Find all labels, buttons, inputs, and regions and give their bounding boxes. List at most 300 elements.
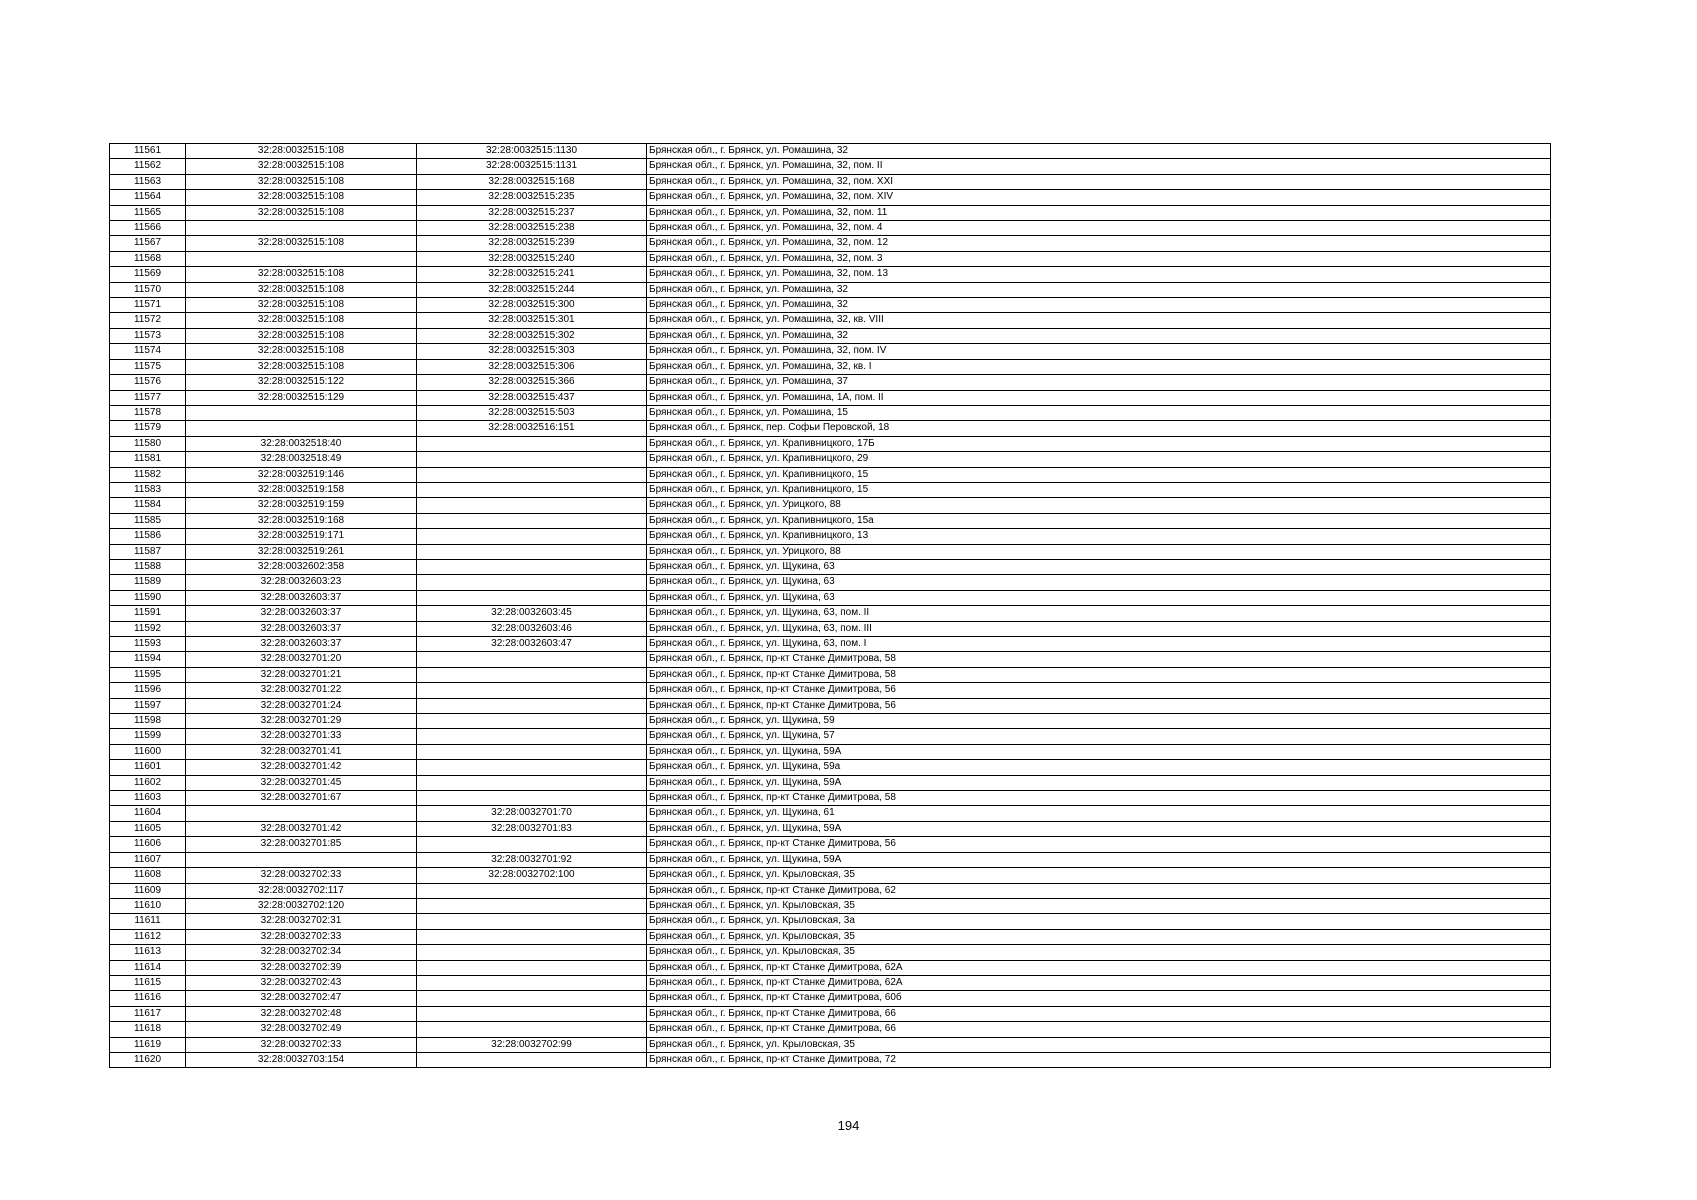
- table-row: [110, 1006, 1551, 1021]
- table-row: [110, 883, 1551, 898]
- row-number-cell: 11578: [110, 405, 186, 420]
- address-cell: Брянская обл., г. Брянск, пр-кт Станке Димитрова, 66: [647, 1006, 1551, 1021]
- address-cell: Брянская обл., г. Брянск, ул. Крапивницкого, 13: [647, 529, 1551, 544]
- row-number-cell: 11597: [110, 698, 186, 713]
- land-parcel-cell: 32:28:0032515:108: [186, 190, 417, 205]
- object-number-cell: [417, 960, 647, 975]
- address-cell: Брянская обл., г. Брянск, ул. Щукина, 63, пом. II: [647, 606, 1551, 621]
- object-number-cell: 32:28:0032702:100: [417, 868, 647, 883]
- table-row: [110, 806, 1551, 821]
- table-row: [110, 1037, 1551, 1052]
- object-number-cell: [417, 898, 647, 913]
- register-table: [109, 143, 1551, 1068]
- table-row: [110, 144, 1551, 159]
- row-number-cell: 11612: [110, 929, 186, 944]
- table-row: [110, 991, 1551, 1006]
- land-parcel-cell: 32:28:0032701:21: [186, 667, 417, 682]
- object-number-cell: [417, 544, 647, 559]
- object-number-cell: 32:28:0032515:366: [417, 375, 647, 390]
- land-parcel-cell: 32:28:0032515:108: [186, 159, 417, 174]
- table-row: [110, 714, 1551, 729]
- row-number-cell: 11589: [110, 575, 186, 590]
- table-row: [110, 559, 1551, 574]
- address-cell: Брянская обл., г. Брянск, ул. Ромашина, 32, пом. IV: [647, 344, 1551, 359]
- row-number-cell: 11590: [110, 590, 186, 605]
- table-row: [110, 837, 1551, 852]
- land-parcel-cell: 32:28:0032518:49: [186, 452, 417, 467]
- object-number-cell: [417, 837, 647, 852]
- table-row: [110, 359, 1551, 374]
- object-number-cell: 32:28:0032515:301: [417, 313, 647, 328]
- land-parcel-cell: 32:28:0032701:85: [186, 837, 417, 852]
- address-cell: Брянская обл., г. Брянск, ул. Щукина, 63: [647, 559, 1551, 574]
- address-cell: Брянская обл., г. Брянск, ул. Ромашина, 32, пом. II: [647, 159, 1551, 174]
- object-number-cell: 32:28:0032702:99: [417, 1037, 647, 1052]
- row-number-cell: 11616: [110, 991, 186, 1006]
- land-parcel-cell: 32:28:0032603:37: [186, 606, 417, 621]
- address-cell: Брянская обл., г. Брянск, ул. Ромашина, 32: [647, 282, 1551, 297]
- row-number-cell: 11587: [110, 544, 186, 559]
- land-parcel-cell: 32:28:0032701:41: [186, 744, 417, 759]
- table-row: [110, 251, 1551, 266]
- table-row: [110, 760, 1551, 775]
- land-parcel-cell: 32:28:0032702:33: [186, 868, 417, 883]
- row-number-cell: 11619: [110, 1037, 186, 1052]
- address-cell: Брянская обл., г. Брянск, пер. Софьи Перовской, 18: [647, 421, 1551, 436]
- address-cell: Брянская обл., г. Брянск, ул. Щукина, 59а: [647, 760, 1551, 775]
- object-number-cell: [417, 714, 647, 729]
- row-number-cell: 11613: [110, 945, 186, 960]
- row-number-cell: 11564: [110, 190, 186, 205]
- address-cell: Брянская обл., г. Брянск, ул. Щукина, 59А: [647, 744, 1551, 759]
- table-row: [110, 344, 1551, 359]
- object-number-cell: 32:28:0032515:238: [417, 221, 647, 236]
- object-number-cell: [417, 929, 647, 944]
- land-parcel-cell: 32:28:0032515:129: [186, 390, 417, 405]
- row-number-cell: 11617: [110, 1006, 186, 1021]
- land-parcel-cell: 32:28:0032702:117: [186, 883, 417, 898]
- row-number-cell: 11582: [110, 467, 186, 482]
- address-cell: Брянская обл., г. Брянск, ул. Крапивницкого, 17Б: [647, 436, 1551, 451]
- land-parcel-cell: 32:28:0032519:146: [186, 467, 417, 482]
- land-parcel-cell: 32:28:0032702:43: [186, 975, 417, 990]
- land-parcel-cell: 32:28:0032701:45: [186, 775, 417, 790]
- row-number-cell: 11571: [110, 298, 186, 313]
- address-cell: Брянская обл., г. Брянск, ул. Ромашина, 32, кв. VIII: [647, 313, 1551, 328]
- land-parcel-cell: 32:28:0032515:108: [186, 236, 417, 251]
- row-number-cell: 11572: [110, 313, 186, 328]
- row-number-cell: 11618: [110, 1022, 186, 1037]
- object-number-cell: [417, 667, 647, 682]
- row-number-cell: 11607: [110, 852, 186, 867]
- land-parcel-cell: 32:28:0032702:49: [186, 1022, 417, 1037]
- table-row: [110, 405, 1551, 420]
- table-row: [110, 821, 1551, 836]
- object-number-cell: 32:28:0032515:302: [417, 328, 647, 343]
- land-parcel-cell: 32:28:0032702:120: [186, 898, 417, 913]
- register-body: [110, 144, 1551, 1068]
- land-parcel-cell: [186, 852, 417, 867]
- object-number-cell: 32:28:0032515:240: [417, 251, 647, 266]
- object-number-cell: 32:28:0032515:237: [417, 205, 647, 220]
- object-number-cell: 32:28:0032603:46: [417, 621, 647, 636]
- object-number-cell: [417, 883, 647, 898]
- land-parcel-cell: [186, 421, 417, 436]
- object-number-cell: 32:28:0032515:306: [417, 359, 647, 374]
- table-row: [110, 945, 1551, 960]
- table-row: [110, 1022, 1551, 1037]
- object-number-cell: 32:28:0032515:1130: [417, 144, 647, 159]
- land-parcel-cell: 32:28:0032603:23: [186, 575, 417, 590]
- table-row: [110, 236, 1551, 251]
- land-parcel-cell: 32:28:0032701:33: [186, 729, 417, 744]
- table-row: [110, 498, 1551, 513]
- table-row: [110, 174, 1551, 189]
- address-cell: Брянская обл., г. Брянск, пр-кт Станке Димитрова, 56: [647, 683, 1551, 698]
- object-number-cell: [417, 498, 647, 513]
- address-cell: Брянская обл., г. Брянск, ул. Щукина, 63, пом. III: [647, 621, 1551, 636]
- object-number-cell: [417, 791, 647, 806]
- address-cell: Брянская обл., г. Брянск, ул. Крапивницкого, 15: [647, 482, 1551, 497]
- object-number-cell: 32:28:0032701:70: [417, 806, 647, 821]
- land-parcel-cell: 32:28:0032519:168: [186, 513, 417, 528]
- land-parcel-cell: 32:28:0032519:261: [186, 544, 417, 559]
- row-number-cell: 11606: [110, 837, 186, 852]
- land-parcel-cell: 32:28:0032515:108: [186, 205, 417, 220]
- row-number-cell: 11585: [110, 513, 186, 528]
- row-number-cell: 11591: [110, 606, 186, 621]
- row-number-cell: 11568: [110, 251, 186, 266]
- row-number-cell: 11601: [110, 760, 186, 775]
- address-cell: Брянская обл., г. Брянск, ул. Щукина, 59А: [647, 775, 1551, 790]
- table-row: [110, 375, 1551, 390]
- row-number-cell: 11577: [110, 390, 186, 405]
- address-cell: Брянская обл., г. Брянск, ул. Крапивницкого, 15: [647, 467, 1551, 482]
- address-cell: Брянская обл., г. Брянск, пр-кт Станке Димитрова, 56: [647, 698, 1551, 713]
- table-row: [110, 606, 1551, 621]
- address-cell: Брянская обл., г. Брянск, ул. Ромашина, 32: [647, 144, 1551, 159]
- table-row: [110, 482, 1551, 497]
- table-row: [110, 328, 1551, 343]
- land-parcel-cell: 32:28:0032518:40: [186, 436, 417, 451]
- object-number-cell: [417, 590, 647, 605]
- object-number-cell: 32:28:0032603:47: [417, 637, 647, 652]
- row-number-cell: 11596: [110, 683, 186, 698]
- address-cell: Брянская обл., г. Брянск, ул. Крыловская, 35: [647, 868, 1551, 883]
- object-number-cell: [417, 945, 647, 960]
- land-parcel-cell: 32:28:0032519:159: [186, 498, 417, 513]
- object-number-cell: [417, 683, 647, 698]
- table-row: [110, 529, 1551, 544]
- row-number-cell: 11599: [110, 729, 186, 744]
- object-number-cell: [417, 760, 647, 775]
- address-cell: Брянская обл., г. Брянск, ул. Крыловская, 35: [647, 929, 1551, 944]
- object-number-cell: 32:28:0032701:92: [417, 852, 647, 867]
- table-row: [110, 652, 1551, 667]
- land-parcel-cell: [186, 405, 417, 420]
- address-cell: Брянская обл., г. Брянск, ул. Крапивницкого, 15а: [647, 513, 1551, 528]
- object-number-cell: 32:28:0032515:437: [417, 390, 647, 405]
- address-cell: Брянская обл., г. Брянск, ул. Ромашина, 32, пом. 4: [647, 221, 1551, 236]
- land-parcel-cell: 32:28:0032515:108: [186, 313, 417, 328]
- address-cell: Брянская обл., г. Брянск, ул. Крыловская, 35: [647, 1037, 1551, 1052]
- address-cell: Брянская обл., г. Брянск, пр-кт Станке Димитрова, 58: [647, 791, 1551, 806]
- row-number-cell: 11610: [110, 898, 186, 913]
- row-number-cell: 11566: [110, 221, 186, 236]
- address-cell: Брянская обл., г. Брянск, пр-кт Станке Димитрова, 58: [647, 652, 1551, 667]
- row-number-cell: 11604: [110, 806, 186, 821]
- object-number-cell: 32:28:0032701:83: [417, 821, 647, 836]
- table-row: [110, 683, 1551, 698]
- row-number-cell: 11563: [110, 174, 186, 189]
- address-cell: Брянская обл., г. Брянск, ул. Щукина, 63: [647, 575, 1551, 590]
- object-number-cell: 32:28:0032515:303: [417, 344, 647, 359]
- address-cell: Брянская обл., г. Брянск, ул. Крыловская, 3а: [647, 914, 1551, 929]
- row-number-cell: 11600: [110, 744, 186, 759]
- row-number-cell: 11561: [110, 144, 186, 159]
- row-number-cell: 11598: [110, 714, 186, 729]
- object-number-cell: 32:28:0032515:239: [417, 236, 647, 251]
- land-parcel-cell: 32:28:0032702:31: [186, 914, 417, 929]
- row-number-cell: 11574: [110, 344, 186, 359]
- table-row: [110, 960, 1551, 975]
- address-cell: Брянская обл., г. Брянск, ул. Ромашина, 1А, пом. II: [647, 390, 1551, 405]
- row-number-cell: 11586: [110, 529, 186, 544]
- address-cell: Брянская обл., г. Брянск, ул. Щукина, 63, пом. I: [647, 637, 1551, 652]
- land-parcel-cell: 32:28:0032602:358: [186, 559, 417, 574]
- row-number-cell: 11608: [110, 868, 186, 883]
- table-row: [110, 421, 1551, 436]
- land-parcel-cell: 32:28:0032515:108: [186, 359, 417, 374]
- table-row: [110, 868, 1551, 883]
- address-cell: Брянская обл., г. Брянск, ул. Щукина, 63: [647, 590, 1551, 605]
- table-row: [110, 267, 1551, 282]
- row-number-cell: 11583: [110, 482, 186, 497]
- address-cell: Брянская обл., г. Брянск, ул. Крыловская, 35: [647, 898, 1551, 913]
- table-row: [110, 298, 1551, 313]
- row-number-cell: 11567: [110, 236, 186, 251]
- address-cell: Брянская обл., г. Брянск, ул. Щукина, 61: [647, 806, 1551, 821]
- table-row: [110, 282, 1551, 297]
- land-parcel-cell: 32:28:0032515:108: [186, 298, 417, 313]
- table-row: [110, 590, 1551, 605]
- table-row: [110, 667, 1551, 682]
- land-parcel-cell: 32:28:0032515:108: [186, 328, 417, 343]
- address-cell: Брянская обл., г. Брянск, ул. Щукина, 59А: [647, 852, 1551, 867]
- address-cell: Брянская обл., г. Брянск, пр-кт Станке Димитрова, 62А: [647, 960, 1551, 975]
- address-cell: Брянская обл., г. Брянск, пр-кт Станке Димитрова, 58: [647, 667, 1551, 682]
- row-number-cell: 11575: [110, 359, 186, 374]
- table-row: [110, 698, 1551, 713]
- land-parcel-cell: 32:28:0032703:154: [186, 1052, 417, 1067]
- land-parcel-cell: 32:28:0032702:33: [186, 929, 417, 944]
- table-row: [110, 436, 1551, 451]
- table-row: [110, 544, 1551, 559]
- object-number-cell: [417, 1006, 647, 1021]
- object-number-cell: [417, 559, 647, 574]
- land-parcel-cell: [186, 221, 417, 236]
- address-cell: Брянская обл., г. Брянск, ул. Ромашина, 32, пом. XXI: [647, 174, 1551, 189]
- object-number-cell: 32:28:0032515:503: [417, 405, 647, 420]
- row-number-cell: 11570: [110, 282, 186, 297]
- row-number-cell: 11579: [110, 421, 186, 436]
- object-number-cell: 32:28:0032515:244: [417, 282, 647, 297]
- object-number-cell: [417, 513, 647, 528]
- object-number-cell: 32:28:0032515:241: [417, 267, 647, 282]
- land-parcel-cell: 32:28:0032701:22: [186, 683, 417, 698]
- land-parcel-cell: 32:28:0032515:108: [186, 267, 417, 282]
- land-parcel-cell: 32:28:0032519:158: [186, 482, 417, 497]
- table-row: [110, 221, 1551, 236]
- land-parcel-cell: 32:28:0032515:122: [186, 375, 417, 390]
- object-number-cell: [417, 652, 647, 667]
- object-number-cell: [417, 1022, 647, 1037]
- table-row: [110, 975, 1551, 990]
- table-row: [110, 852, 1551, 867]
- address-cell: Брянская обл., г. Брянск, ул. Щукина, 59А: [647, 821, 1551, 836]
- table-row: [110, 1052, 1551, 1067]
- address-cell: Брянская обл., г. Брянск, ул. Ромашина, 32, пом. 3: [647, 251, 1551, 266]
- row-number-cell: 11592: [110, 621, 186, 636]
- address-cell: Брянская обл., г. Брянск, ул. Щукина, 57: [647, 729, 1551, 744]
- row-number-cell: 11593: [110, 637, 186, 652]
- row-number-cell: 11573: [110, 328, 186, 343]
- table-row: [110, 621, 1551, 636]
- table-row: [110, 190, 1551, 205]
- object-number-cell: [417, 452, 647, 467]
- land-parcel-cell: 32:28:0032515:108: [186, 344, 417, 359]
- row-number-cell: 11620: [110, 1052, 186, 1067]
- address-cell: Брянская обл., г. Брянск, ул. Ромашина, 37: [647, 375, 1551, 390]
- row-number-cell: 11581: [110, 452, 186, 467]
- object-number-cell: 32:28:0032515:235: [417, 190, 647, 205]
- land-parcel-cell: 32:28:0032701:42: [186, 821, 417, 836]
- object-number-cell: [417, 467, 647, 482]
- object-number-cell: [417, 975, 647, 990]
- table-row: [110, 205, 1551, 220]
- land-parcel-cell: [186, 251, 417, 266]
- table-row: [110, 390, 1551, 405]
- address-cell: Брянская обл., г. Брянск, ул. Ромашина, 32, пом. 11: [647, 205, 1551, 220]
- object-number-cell: [417, 991, 647, 1006]
- address-cell: Брянская обл., г. Брянск, пр-кт Станке Димитрова, 66: [647, 1022, 1551, 1037]
- address-cell: Брянская обл., г. Брянск, ул. Ромашина, 32, кв. I: [647, 359, 1551, 374]
- object-number-cell: 32:28:0032515:168: [417, 174, 647, 189]
- row-number-cell: 11615: [110, 975, 186, 990]
- address-cell: Брянская обл., г. Брянск, ул. Щукина, 59: [647, 714, 1551, 729]
- row-number-cell: 11595: [110, 667, 186, 682]
- table-row: [110, 744, 1551, 759]
- row-number-cell: 11580: [110, 436, 186, 451]
- address-cell: Брянская обл., г. Брянск, пр-кт Станке Димитрова, 62: [647, 883, 1551, 898]
- table-row: [110, 898, 1551, 913]
- land-parcel-cell: 32:28:0032702:34: [186, 945, 417, 960]
- table-row: [110, 575, 1551, 590]
- row-number-cell: 11602: [110, 775, 186, 790]
- object-number-cell: [417, 529, 647, 544]
- object-number-cell: 32:28:0032603:45: [417, 606, 647, 621]
- table-row: [110, 914, 1551, 929]
- table-row: [110, 313, 1551, 328]
- object-number-cell: [417, 482, 647, 497]
- land-parcel-cell: 32:28:0032701:67: [186, 791, 417, 806]
- address-cell: Брянская обл., г. Брянск, пр-кт Станке Димитрова, 62А: [647, 975, 1551, 990]
- address-cell: Брянская обл., г. Брянск, ул. Ромашина, 32, пом. 13: [647, 267, 1551, 282]
- address-cell: Брянская обл., г. Брянск, пр-кт Станке Димитрова, 72: [647, 1052, 1551, 1067]
- address-cell: Брянская обл., г. Брянск, ул. Ромашина, 32, пом. 12: [647, 236, 1551, 251]
- page-number: 194: [837, 1118, 860, 1133]
- land-parcel-cell: 32:28:0032702:47: [186, 991, 417, 1006]
- table-row: [110, 791, 1551, 806]
- land-parcel-cell: 32:28:0032515:108: [186, 144, 417, 159]
- row-number-cell: 11609: [110, 883, 186, 898]
- land-parcel-cell: 32:28:0032603:37: [186, 637, 417, 652]
- table-row: [110, 637, 1551, 652]
- row-number-cell: 11562: [110, 159, 186, 174]
- address-cell: Брянская обл., г. Брянск, ул. Ромашина, 15: [647, 405, 1551, 420]
- land-parcel-cell: 32:28:0032702:33: [186, 1037, 417, 1052]
- row-number-cell: 11614: [110, 960, 186, 975]
- object-number-cell: 32:28:0032515:300: [417, 298, 647, 313]
- table-row: [110, 513, 1551, 528]
- table-row: [110, 467, 1551, 482]
- row-number-cell: 11565: [110, 205, 186, 220]
- land-parcel-cell: 32:28:0032701:42: [186, 760, 417, 775]
- land-parcel-cell: 32:28:0032701:29: [186, 714, 417, 729]
- land-parcel-cell: [186, 806, 417, 821]
- table-row: [110, 729, 1551, 744]
- land-parcel-cell: 32:28:0032701:24: [186, 698, 417, 713]
- address-cell: Брянская обл., г. Брянск, ул. Урицкого, 88: [647, 498, 1551, 513]
- land-parcel-cell: 32:28:0032603:37: [186, 590, 417, 605]
- address-cell: Брянская обл., г. Брянск, ул. Ромашина, 32: [647, 328, 1551, 343]
- land-parcel-cell: 32:28:0032701:20: [186, 652, 417, 667]
- address-cell: Брянская обл., г. Брянск, ул. Крыловская, 35: [647, 945, 1551, 960]
- land-parcel-cell: 32:28:0032603:37: [186, 621, 417, 636]
- object-number-cell: 32:28:0032515:1131: [417, 159, 647, 174]
- land-parcel-cell: 32:28:0032702:39: [186, 960, 417, 975]
- row-number-cell: 11588: [110, 559, 186, 574]
- object-number-cell: [417, 1052, 647, 1067]
- object-number-cell: [417, 729, 647, 744]
- address-cell: Брянская обл., г. Брянск, ул. Ромашина, 32: [647, 298, 1551, 313]
- row-number-cell: 11584: [110, 498, 186, 513]
- object-number-cell: [417, 914, 647, 929]
- object-number-cell: [417, 775, 647, 790]
- land-parcel-cell: 32:28:0032519:171: [186, 529, 417, 544]
- table-row: [110, 159, 1551, 174]
- land-parcel-cell: 32:28:0032515:108: [186, 282, 417, 297]
- row-number-cell: 11576: [110, 375, 186, 390]
- row-number-cell: 11603: [110, 791, 186, 806]
- object-number-cell: [417, 436, 647, 451]
- address-cell: Брянская обл., г. Брянск, ул. Крапивницкого, 29: [647, 452, 1551, 467]
- land-parcel-cell: 32:28:0032515:108: [186, 174, 417, 189]
- object-number-cell: [417, 698, 647, 713]
- row-number-cell: 11605: [110, 821, 186, 836]
- row-number-cell: 11611: [110, 914, 186, 929]
- object-number-cell: [417, 744, 647, 759]
- address-cell: Брянская обл., г. Брянск, пр-кт Станке Димитрова, 56: [647, 837, 1551, 852]
- object-number-cell: [417, 575, 647, 590]
- object-number-cell: 32:28:0032516:151: [417, 421, 647, 436]
- row-number-cell: 11569: [110, 267, 186, 282]
- table-row: [110, 452, 1551, 467]
- address-cell: Брянская обл., г. Брянск, пр-кт Станке Димитрова, 60б: [647, 991, 1551, 1006]
- land-parcel-cell: 32:28:0032702:48: [186, 1006, 417, 1021]
- table-row: [110, 929, 1551, 944]
- table-row: [110, 775, 1551, 790]
